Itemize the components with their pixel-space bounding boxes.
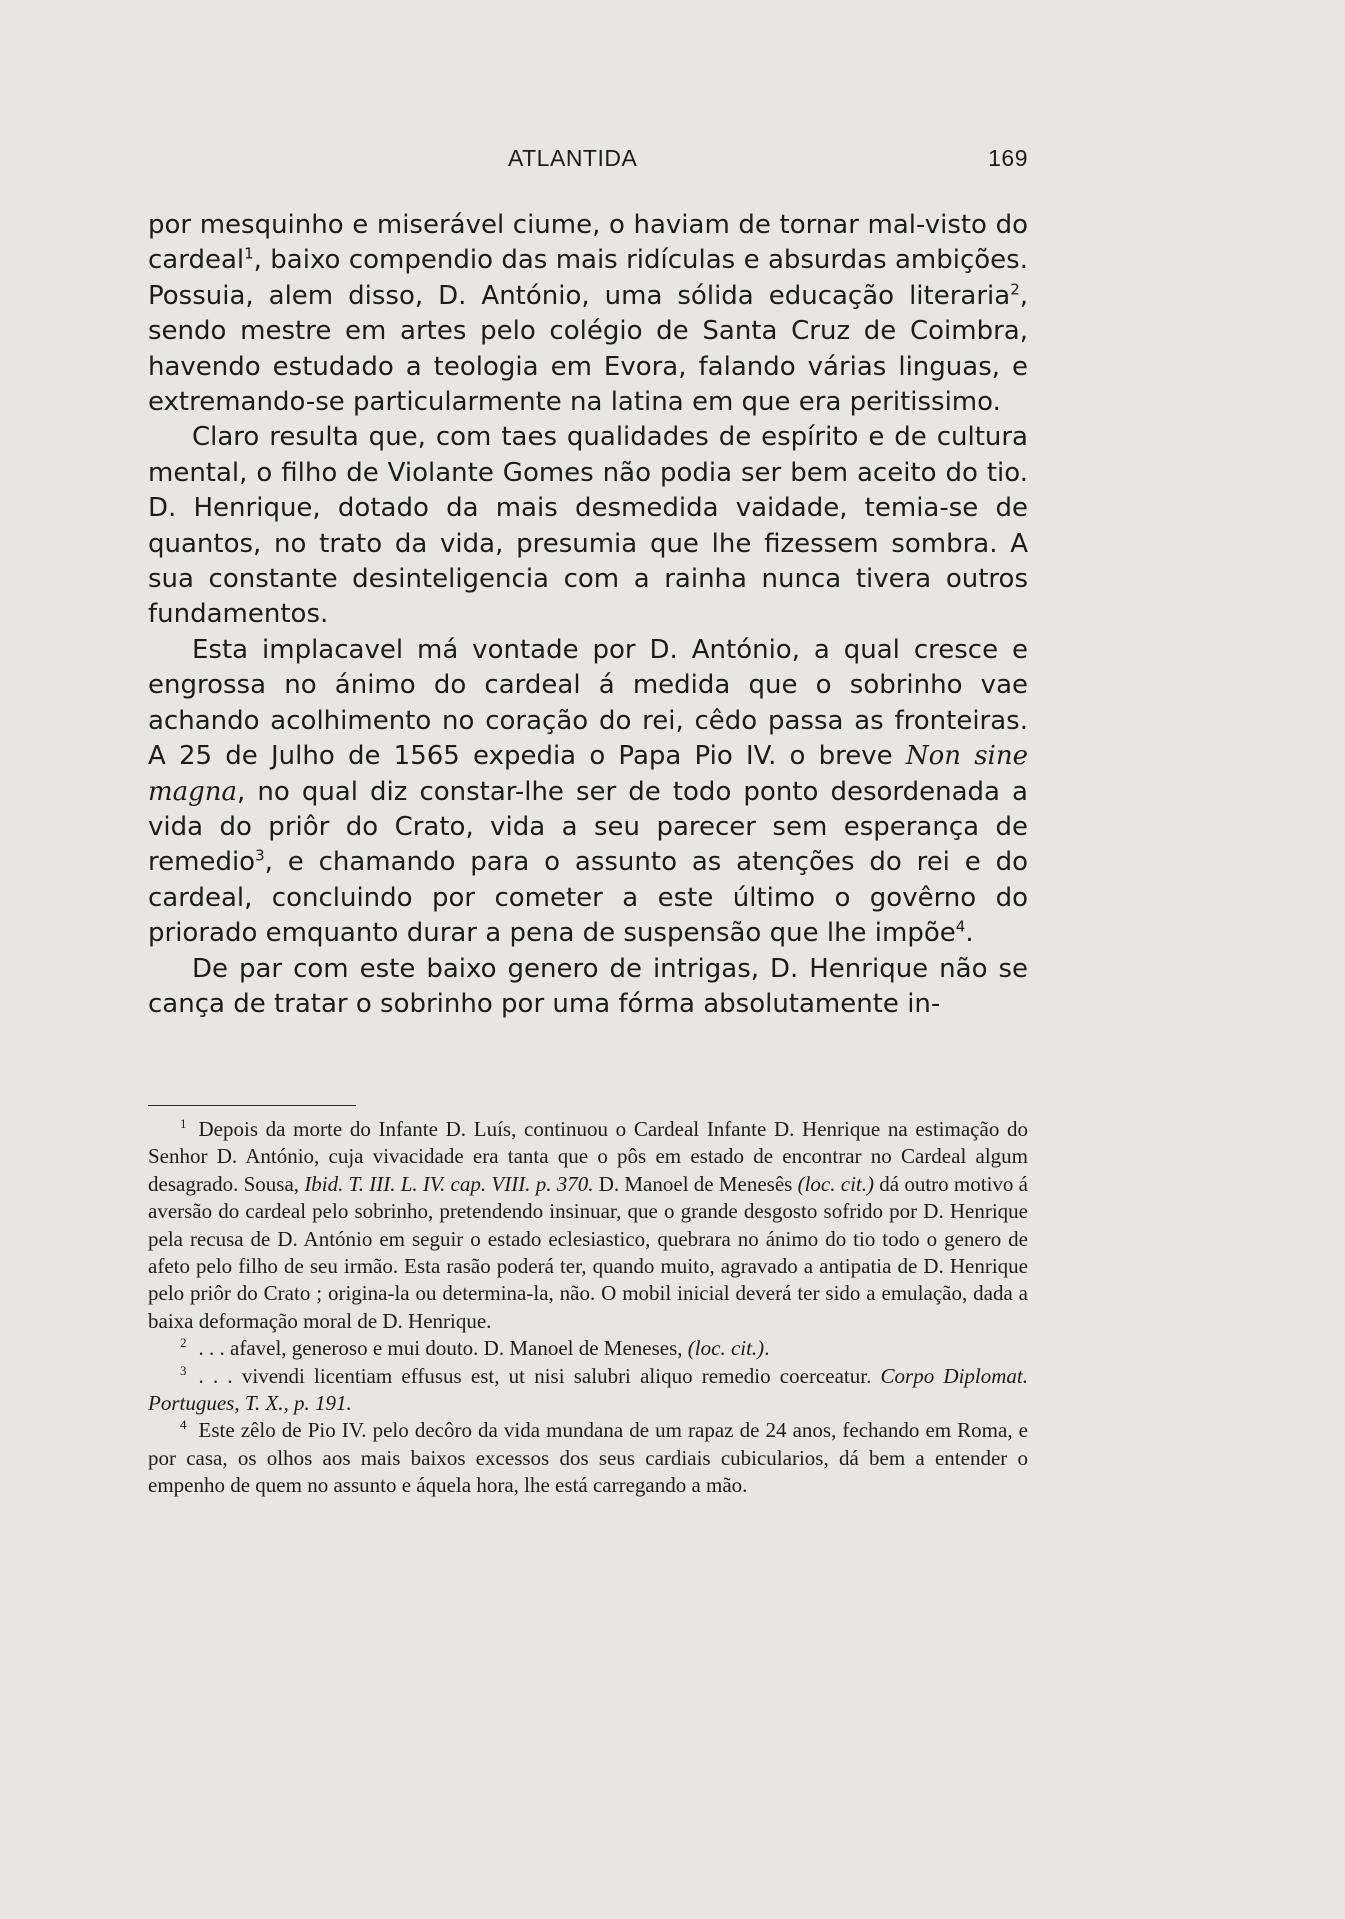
paragraph-3-text-c: , e chamando para o assunto as atenções do rei e do cardeal, concluindo por cometer a este último o govêrno do priorado emquanto durar a pena de suspensão que lhe impõe [148, 847, 1028, 949]
footnote-1-text-b: D. Manoel de Menesês [593, 1171, 798, 1196]
paragraph-3-text-d: . [965, 918, 974, 949]
paragraph-3-text-b: , no qual diz constar-lhe ser de todo ponto desordenada a vida do priôr do Crato, vida a seu parecer sem esperança de remedio [148, 776, 1028, 878]
footnote-ref-4: 4 [955, 917, 966, 936]
paragraph-1-text-c: , sendo mestre em artes pelo colégio de Santa Cruz de Coimbra, havendo estudado a teologia em Evora, falando várias linguas, e extremando-se particularmente na latina em que era peritissimo. [148, 280, 1028, 418]
footnote-1-text-a: Depois da morte do Infante D. Luís, continuou o Cardeal Infante D. Henrique na estimação do Senhor D. António, cuja vivacidade era tanta que o pôs em estado de encontrar no Cardeal algum desagrado. Sousa, [148, 1117, 1028, 1196]
footnotes [148, 1116, 1028, 1500]
main-text [148, 208, 1028, 1022]
footnote-1-italic-a: Ibid. T. III. L. IV. cap. VIII. p. 370. [304, 1171, 594, 1196]
paragraph-3 [148, 633, 1028, 952]
page-number: 169 [988, 145, 1028, 171]
footnote-ref-3: 3 [255, 846, 265, 865]
paragraph-3-text-a: Esta implacavel má vontade por D. António, a qual cresce e engrossa no ánimo do cardeal á medida que o sobrinho vae achando acolhimento no coração do rei, cêdo passa as fronteiras. A 25 de Julho de 1565 expedia o Papa Pio IV. o breve [148, 634, 1028, 772]
footnote-2-italic: (loc. cit.) [687, 1336, 765, 1361]
paragraph-1-text-a: por mesquinho e miserável ciume, o haviam de tornar mal-visto do cardeal [148, 210, 1028, 276]
footnote-1-text-c: dá outro motivo á aversão do cardeal pelo sobrinho, pretendendo insinuar, que o grande desgosto sofrido por D. Henrique pela recusa de D. António em seguir o estado eclesiastico, quebrara no ánimo do tio todo o genero de afeto pelo filho de seu irmão. Esta rasão poderá ter, quando muito, agravado a antipatia de D. Henrique pelo priôr do Crato ; origina-la ou determina-la, não. O mobil inicial deverá ter sido a emulação, dada a baixa deformação moral de D. Henrique. [148, 1171, 1028, 1333]
footnote-1-italic-b: (loc. cit.) [797, 1171, 874, 1196]
footnote-3-italic: Corpo Diplomat. Portugues, T. X., p. 191. [148, 1363, 1028, 1416]
footnote-ref-1: 1 [244, 244, 254, 263]
running-title: ATLANTIDA [508, 145, 638, 171]
footnote-3 [148, 1363, 1028, 1418]
paragraph-2: Claro resulta que, com taes qualidades de espírito e de cultura mental, o filho de Violante Gomes não podia ser bem aceito do tio. D. Henrique, dotado da mais desmedida vaidade, temia-se de quantos, no trato da vida, presumia que lhe fizessem sombra. A sua constante desinteligencia com a rainha nunca tivera outros fundamentos. [148, 422, 1028, 630]
paragraph-1 [148, 208, 1028, 420]
footnote-divider [148, 1105, 356, 1106]
running-header [148, 145, 1028, 179]
footnote-2 [148, 1335, 1028, 1362]
footnote-2-number: 2 [180, 1335, 187, 1351]
footnote-ref-2: 2 [1010, 280, 1020, 299]
footnote-4-number: 4 [180, 1417, 187, 1433]
footnote-3-number: 3 [180, 1362, 187, 1378]
footnote-4-text: Este zêlo de Pio IV. pelo decôro da vida mundana de um rapaz de 24 anos, fechando em Roma, e por casa, os olhos aos mais baixos excessos dos seus cardiais cubicularios, dá bem a entender o empenho de quem no assunto e áquela hora, lhe está carregando a mão. [148, 1418, 1028, 1498]
footnote-4 [148, 1417, 1028, 1499]
footnote-3-text: . . . vivendi licentiam effusus est, ut nisi salubri aliquo remedio coerceatur. [198, 1363, 881, 1388]
paragraph-1-text-b: , baixo compendio das mais ridículas e absurdas ambições. Possuia, alem disso, D. António, uma sólida educação literaria [148, 245, 1028, 311]
footnote-1-number: 1 [180, 1116, 187, 1131]
footnote-1 [148, 1116, 1028, 1335]
paragraph-3-italic-title: Non sine magna [148, 741, 1029, 807]
paragraph-4: De par com este baixo genero de intrigas, D. Henrique não se cança de tratar o sobrinho por uma fórma absolutamente in- [148, 953, 1028, 1019]
footnote-2-text-a: . . . afavel, generoso e mui douto. D. Manoel de Meneses, [198, 1336, 688, 1361]
footnote-2-text-b: . [764, 1336, 770, 1361]
